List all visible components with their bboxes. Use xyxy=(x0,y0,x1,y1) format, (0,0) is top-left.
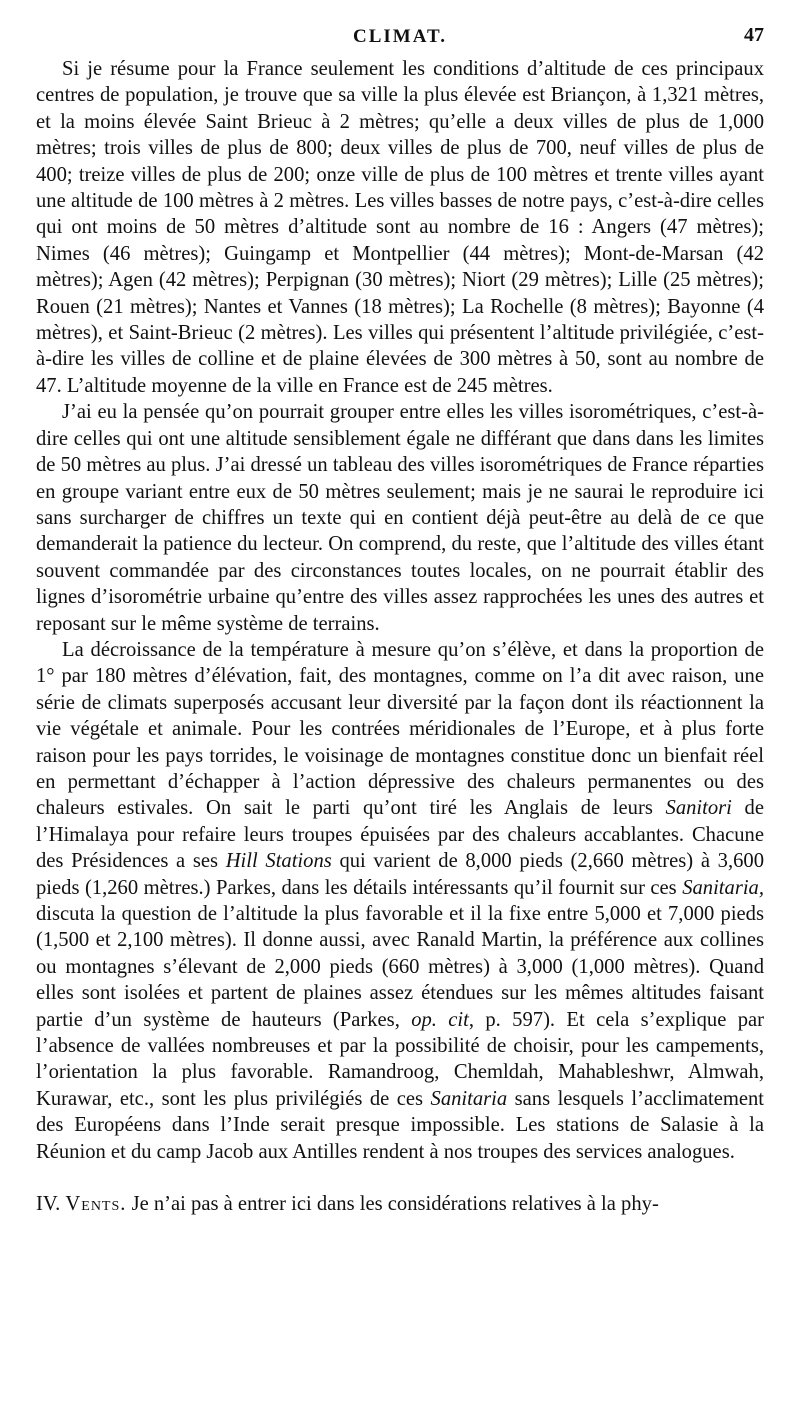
italic-term: Sanitaria, xyxy=(682,876,764,899)
paragraph-text: discuta la question de l’altitude la plus favorable et il la fixe entre 5,000 et 7,000 pieds (1,500 et 2,100 mètres). Il donne aussi, avec Ranald Martin, la préférence aux collines ou montagnes s’élevant de 2,000 pieds (660 mètres) à 3,000 (1,000 mètres). Quand elles sont isolées et partent de plaines assez étendues sur les mêmes altitudes faisant partie d’un système de hauteurs (Parkes, xyxy=(36,903,764,1031)
paragraph-text: Si je résume pour la France seulement les conditions d’altitude de ces principaux centres de population, je trouve que sa ville la plus élevée est Briançon, à 1,321 mètres, et la moins élevée Saint Brieuc à 2 mètres; qu’elle a deux villes de plus de 1,000 mètres; trois villes de plus de 800; deux villes de plus de 700, neuf villes de plus de 400; treize villes de plus de 200; onze ville de plus de 100 mètres et trente villes ayant une altitude de 100 mètres à 2 mètres. Les villes basses de notre pays, c’est-à-dire celles qui ont moins de 50 mètres d’altitude sont au nombre de 16 : Angers (47 mètres); Nimes (46 mètres); Guingamp et Montpellier (44 mètres); Mont-de-Marsan (42 mètres); Agen (42 mètres); Perpignan (30 mètres); Niort (29 mètres); Lille (25 mètres); Rouen (21 mètres); Nantes et Vannes (18 mètres); La Rochelle (8 mètres); Bayonne (4 mètres), et Saint-Brieuc (2 mètres). Les villes qui présentent l’altitude privilégiée, c’est-à-dire les villes de colline et de plaine élevées de 300 mètres à 50, sont au nombre de 47. L’altitude moyenne de la ville en France est de 245 mètres. xyxy=(36,58,764,397)
paragraph-text: J’ai eu la pensée qu’on pourrait grouper entre elles les villes isorométriques, c’est-à-dire celles qui ont une altitude sensiblement égale ne différant que dans dans les limites de 50 mètres au plus. J’ai dressé un tableau des villes isorométriques de France réparties en groupe variant entre eux de 50 mètres seulement; mais je ne saurai le reproduire ici sans surcharger de chiffres un texte qui en contient déjà peut-être au delà de ce que demanderait la patience du lecteur. On comprend, du reste, que l’altitude des villes étant souvent commandée par des circonstances toutes locales, on ne pourrait établir des lignes d’isorométrie urbaine qu’entre des villes assez rapprochées les unes des autres et reposant sur le même système de terrains. xyxy=(36,401,764,635)
section-heading: Vents. xyxy=(65,1193,127,1216)
paragraph-text: de l’Himalaya pour refaire leurs troupes épuisées par des chaleurs accablantes. Chacune des Présidences a ses xyxy=(36,797,764,873)
paragraph-text: qui varient de 8,000 pieds (2,660 mètres) à 3,600 pieds (1,260 mètres.) Parkes, dans les détails intéressants qu’il fournit sur ces xyxy=(36,850,764,899)
italic-term: Sanitori xyxy=(665,797,732,820)
running-head xyxy=(36,0,764,56)
section-text: Je n’ai pas à entrer ici dans les considérations relatives à la phy- xyxy=(131,1193,659,1216)
italic-term: Sanitaria xyxy=(430,1087,508,1110)
running-title: CLIMAT. xyxy=(352,26,448,47)
section-number: IV. xyxy=(36,1193,61,1216)
paragraph-altitudes xyxy=(36,56,764,399)
body-text xyxy=(36,56,764,1217)
paragraph-text: La décroissance de la température à mesure qu’on s’élève, et dans la proportion de 1° par 180 mètres d’élévation, fait, des montagnes, comme on l’a dit avec raison, une série de climats superposés accusant leur diversité par la façon dont ils réactionnent la vie végétale et animale. Pour les contrées méridionales de l’Europe, et à plus forte raison pour les pays torrides, le voisinage de montagnes constitue donc un bienfait réel en permettant d’échapper à l’action dépressive des chaleurs permanentes ou des chaleurs estivales. On sait le parti qu’ont tiré les Anglais de leurs xyxy=(36,638,764,820)
section-vents xyxy=(36,1191,764,1217)
italic-term: Hill Stations xyxy=(225,850,332,873)
paragraph-text: , p. 597). Et cela s’explique par l’absence de vallées nombreuses et par la possibilité de choisir, pour les campements, l’orientation la plus favorable. Ramandroog, Chemldah, Mahableshwr, Almwah, Kurawar, etc., sont les plus privilégiés de ces xyxy=(36,1008,765,1110)
italic-reference: op. cit xyxy=(411,1008,469,1031)
paragraph-temperature xyxy=(36,637,764,1165)
page-number: 47 xyxy=(744,24,764,46)
paragraph-isorometric xyxy=(36,399,764,637)
paragraph-text: sans lesquels l’acclimatement des Européens dans l’Inde serait presque impossible. Les stations de Salasie à la Réunion et du camp Jacob aux Antilles rendent à nos troupes des services analogues. xyxy=(36,1087,765,1163)
